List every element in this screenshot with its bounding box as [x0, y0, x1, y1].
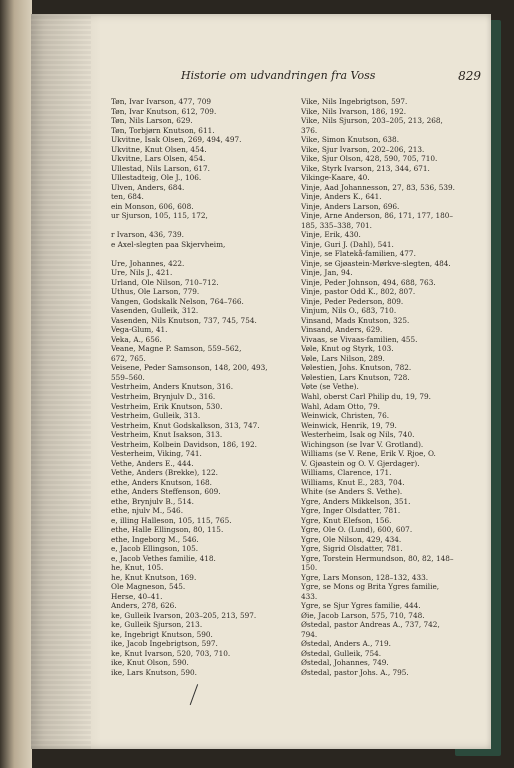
index-entry: Herse, 40–41.	[111, 591, 163, 601]
index-entry: Vinje, Jan, 94.	[301, 268, 353, 278]
index-entry: ike, Lars Knutson, 590.	[111, 667, 197, 677]
index-entry: Ygre, Ole Nilson, 429, 434.	[301, 534, 402, 544]
index-entry: ethe, Halle Ellingson, 80, 115.	[111, 525, 224, 535]
index-entry: Ure, Johannes, 422.	[111, 258, 185, 268]
index-entry: Ukvitne, Lars Olsen, 454.	[111, 154, 206, 164]
index-entry: Vinje, Erik, 430.	[301, 230, 361, 240]
index-column-right	[301, 97, 486, 677]
index-entry: Vestrheim, Anders Knutson, 316.	[111, 382, 234, 392]
index-entry: Vestrheim, Knut Isakson, 313.	[111, 430, 223, 440]
index-entry: Vethe, Anders E., 444.	[111, 458, 194, 468]
index-entry: Vinje, se Flatekå-familien, 477.	[301, 249, 416, 259]
index-entry: Vestrheim, Gulleik, 313.	[111, 411, 201, 421]
index-entry: ethe, njulv M., 546.	[111, 506, 184, 516]
index-entry: Veane, Magne P. Samson, 559–562,	[111, 344, 242, 354]
index-entry: Westerheim, Isak og Nils, 740.	[301, 430, 415, 440]
index-entry: Ure, Nils J., 421.	[111, 268, 173, 278]
index-entry: Urland, Ole Nilson, 710–712.	[111, 277, 219, 287]
index-entry: 185, 335–338, 701.	[301, 220, 372, 230]
index-entry: Vøle, Lars Nilson, 289.	[301, 353, 385, 363]
index-entry: Vikinge-Kaare, 40.	[301, 173, 370, 183]
index-entry: Vinje, se Gjøastein-Mørkve-slegten, 484.	[301, 258, 451, 268]
running-header	[181, 69, 481, 85]
index-entry: Vøle, Knut og Styrk, 103.	[301, 344, 394, 354]
index-entry: ike, Knut Olson, 590.	[111, 658, 189, 668]
index-entry: he, Knut, 105.	[111, 563, 164, 573]
index-entry: Vike, Nils Ingebrigtson, 597.	[301, 97, 408, 106]
index-entry: Vølestien, Johs. Knutson, 782.	[301, 363, 412, 373]
index-entry: Ukvitne, Isak Olsen, 269, 494, 497.	[111, 135, 242, 145]
index-column-left	[111, 97, 301, 677]
index-entry: Vestrheim, Kolbein Davidson, 186, 192.	[111, 439, 257, 449]
index-entry	[111, 221, 301, 231]
index-entry: Vinje, Guri J. (Dahl), 541.	[301, 239, 394, 249]
index-entry: Ygre, Anders Mikkelson, 351.	[301, 496, 411, 506]
index-entry: Ygre, Knut Elefson, 156.	[301, 515, 392, 525]
index-entry: White (se Anders S. Vethe).	[301, 487, 403, 497]
index-entry: Vasenden, Gulleik, 312.	[111, 306, 199, 316]
index-entry: 559–560.	[111, 372, 145, 382]
index-entry: ethe, Brynjulv B., 514.	[111, 496, 194, 506]
index-entry: 433.	[301, 591, 318, 601]
index-entry: Vinje, Anders Larson, 696.	[301, 201, 400, 211]
index-entry: Ygre, Ole O. (Lund), 600, 607.	[301, 525, 413, 535]
page-damage-strip	[31, 14, 91, 749]
index-entry: 150.	[301, 563, 318, 573]
index-entry: Vestrheim, Brynjulv D., 316.	[111, 391, 216, 401]
index-entry: he, Knut Knutson, 169.	[111, 572, 197, 582]
index-entry: Østedal, Gulleik, 754.	[301, 648, 382, 658]
index-entry: Veisene, Peder Samsonson, 148, 200, 493,	[111, 363, 268, 373]
index-entry: Ygre, Inger Olsdatter, 781.	[301, 506, 401, 516]
index-entry: Ygre, Torstein Hermundson, 80, 82, 148–	[301, 553, 454, 563]
index-entry: Williams, Knut E., 283, 704.	[301, 477, 405, 487]
index-entry: Wichingson (se Ivar V. Grotland).	[301, 439, 424, 449]
index-entry: Weinwick, Henrik, 19, 79.	[301, 420, 397, 430]
index-entry: ein Monson, 606, 608.	[111, 201, 194, 211]
index-entry: ur Sjurson, 105, 115, 172,	[111, 211, 208, 221]
index-entry: Ygre, se Sjur Ygres familie, 444.	[301, 601, 421, 611]
index-entry: Wahl, oberst Carl Philip du, 19, 79.	[301, 391, 431, 401]
index-entry: Vinsand, Mads Knutson, 325.	[301, 315, 410, 325]
index-entry: 376.	[301, 125, 318, 135]
index-entry: Veka, A., 656.	[111, 334, 162, 344]
index-entry: e Axel-slegten paa Skjervheim,	[111, 239, 226, 249]
index-entry: ike, Jacob Ingebrigtson, 597.	[111, 639, 218, 649]
index-entry: Wahl, Adam Otto, 79.	[301, 401, 380, 411]
index-entry: Vethe, Anders (Brekke), 122.	[111, 468, 218, 478]
index-entry: Anders, 278, 626.	[111, 601, 177, 611]
index-entry: Vike, Simon Knutson, 638.	[301, 135, 400, 145]
header-title: Historie om udvandringen fra Voss	[181, 69, 376, 82]
index-entry: Tøn, Nils Larson, 629.	[111, 116, 193, 126]
book-page	[31, 14, 491, 749]
index-entry: ke, Gulleik Ivarson, 203–205, 213, 597.	[111, 610, 257, 620]
index-entry: V. Gjøastein og O. V. Gjerdager).	[301, 458, 420, 468]
index-entry: r Ivarson, 436, 739.	[111, 230, 184, 240]
index-entry: Vangen, Godskalk Nelson, 764–766.	[111, 296, 244, 306]
index-entry: Østedal, pastor Andreas A., 737, 742,	[301, 620, 440, 630]
index-entry: Vike, Sjur Olson, 428, 590, 705, 710.	[301, 154, 438, 164]
index-entry: Vivaas, se Vivaas-familien, 455.	[301, 334, 418, 344]
index-entry: Vike, Nils Ivarson, 186, 192.	[301, 106, 407, 116]
index-entry: Vike, Nils Sjurson, 203–205, 213, 268,	[301, 116, 443, 126]
index-entry: Vike, Sjur Ivarson, 202–206, 213.	[301, 144, 425, 154]
index-entry: 672, 765.	[111, 353, 146, 363]
index-entry: Ulven, Anders, 684.	[111, 182, 185, 192]
index-entry: Weinwick, Christen, 76.	[301, 411, 390, 421]
index-entry: Uthus, Ole Larson, 779.	[111, 287, 200, 297]
index-entry: Ygre, Sigrid Olsdatter, 781.	[301, 544, 403, 554]
index-entry: Tøn, Ivar Knutson, 612, 709.	[111, 106, 217, 116]
index-entry: Ygre, se Mons og Brita Ygres familie,	[301, 582, 440, 592]
index-entry: Ullestad, Nils Larson, 617.	[111, 163, 210, 173]
index-entry: Ullestadteig, Ole J., 106.	[111, 173, 202, 183]
index-entry: Østedal, pastor Johs. A., 795.	[301, 667, 409, 677]
index-entry: Vinje, Peder Pederson, 809.	[301, 296, 404, 306]
index-entry: Østedal, Johannes, 749.	[301, 658, 389, 668]
index-entry: e, illing Halleson, 105, 115, 765.	[111, 515, 232, 525]
index-entry: ke, Ingebrigt Knutson, 590.	[111, 629, 213, 639]
index-entry: Ukvitne, Knut Olsen, 454.	[111, 144, 207, 154]
index-entry: e, Jacob Vethes familie, 418.	[111, 553, 216, 563]
index-entry: Vesterheim, Viking, 741.	[111, 449, 202, 459]
index-entry: ke, Knut Ivarson, 520, 703, 710.	[111, 648, 231, 658]
index-entry: ethe, Anders Steffenson, 609.	[111, 487, 221, 497]
index-entry: Williams (se V. Rene, Erik V. Rjoe, O.	[301, 449, 436, 459]
index-entry: Tøn, Torbjørn Knutson, 611.	[111, 125, 215, 135]
page-number: 829	[458, 69, 481, 83]
index-entry: Vega-Glum, 41.	[111, 325, 168, 335]
index-entry: Vinjum, Nils O., 683, 710.	[301, 306, 397, 316]
index-entry: Tøn, Ivar Ivarson, 477, 709	[111, 97, 212, 106]
index-entry: Vinje, Anders K., 641.	[301, 192, 382, 202]
index-entry: ten, 684.	[111, 192, 144, 202]
index-entry: Vinje, Aad Johannesson, 27, 83, 536, 539.	[301, 182, 455, 192]
index-entry: Vasenden, Nils Knutson, 737, 745, 754.	[111, 315, 257, 325]
index-entry: Ole Magneson, 545.	[111, 582, 186, 592]
index-entry: Østedal, Anders A., 719.	[301, 639, 391, 649]
index-entry: Williams, Clarence, 171.	[301, 468, 392, 478]
index-entry: Vike, Styrk Ivarson, 213, 344, 671.	[301, 163, 430, 173]
index-entry	[111, 249, 301, 259]
book-binding	[0, 0, 32, 768]
pencil-mark	[190, 684, 212, 710]
index-entry: Øie, Jacob Larson, 575, 710, 748.	[301, 610, 425, 620]
index-entry: Vinje, pastor Odd K., 802, 807.	[301, 287, 416, 297]
index-entry: 794.	[301, 629, 318, 639]
index-entry: ke, Gulleik Sjurson, 213.	[111, 620, 203, 630]
index-entry: Vinje, Arne Anderson, 86, 171, 177, 180–	[301, 211, 454, 221]
index-entry: ethe, Ingeborg M., 546.	[111, 534, 199, 544]
index-entry: Vinje, Peder Johnson, 494, 688, 763.	[301, 277, 436, 287]
index-entry: e, Jacob Ellingson, 105.	[111, 544, 199, 554]
index-entry: ethe, Anders Knutson, 168.	[111, 477, 212, 487]
index-entry: Vinsand, Anders, 629.	[301, 325, 383, 335]
index-entry: Vestrheim, Knut Godskalkson, 313, 747.	[111, 420, 260, 430]
index-entry: Vøte (se Vethe).	[301, 382, 359, 392]
index-entry: Vestrheim, Erik Knutson, 530.	[111, 401, 223, 411]
index-entry: Vølestien, Lars Knutson, 728.	[301, 372, 410, 382]
index-entry: Ygre, Lars Monson, 128–132, 433.	[301, 572, 429, 582]
